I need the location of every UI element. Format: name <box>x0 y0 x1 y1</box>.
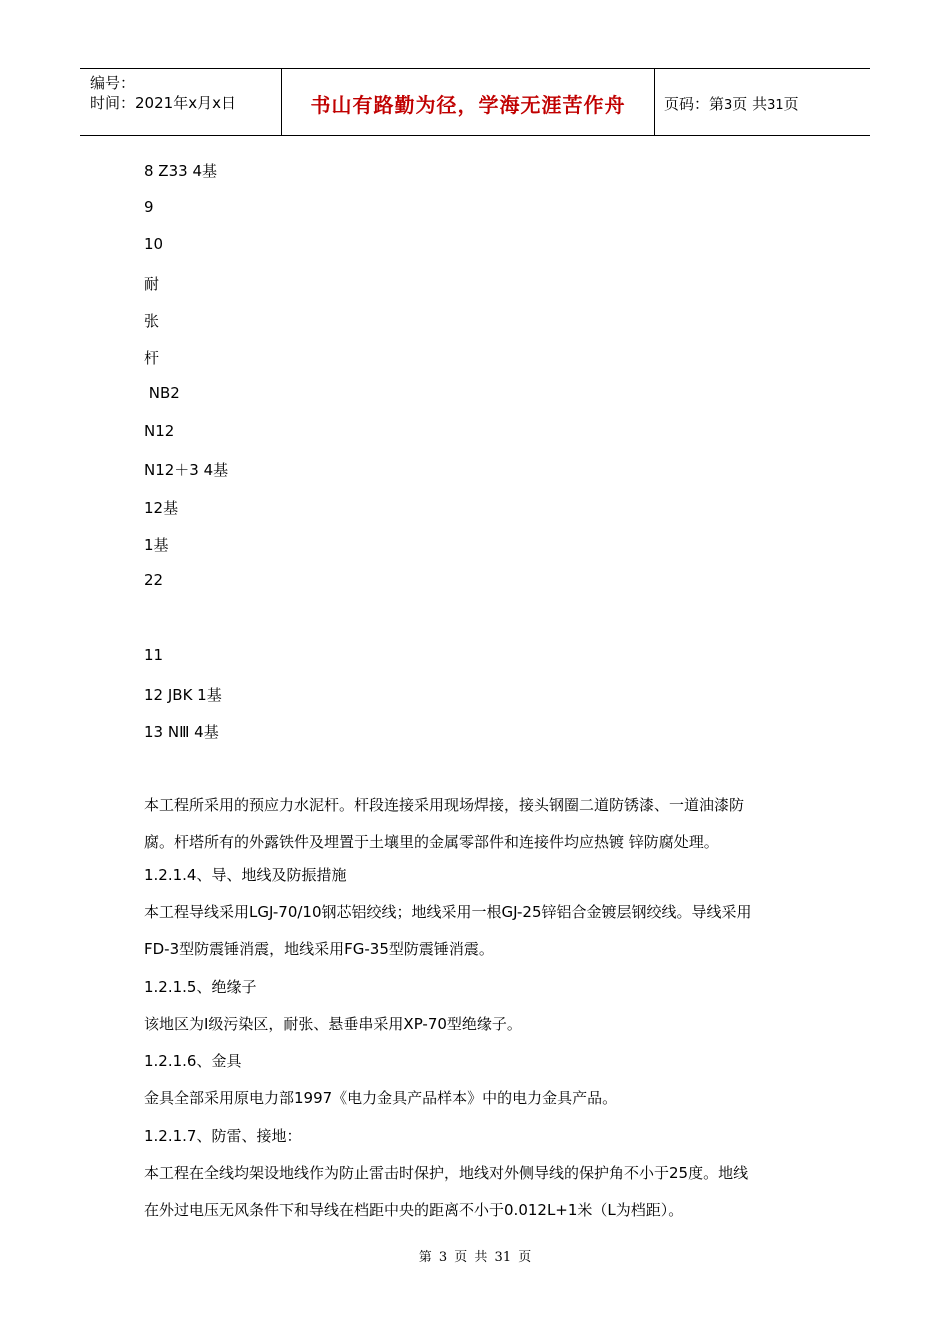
paragraph-line: 该地区为Ⅰ级污染区，耐张、悬垂串采用XP-70型绝缘子。 <box>144 1015 522 1033</box>
list-line: NB2 <box>144 384 180 402</box>
paragraph-line: 在外过电压无风条件下和导线在档距中央的距离不小于0.012L+1米（L为档距）。 <box>144 1201 684 1219</box>
list-line: 1基 <box>144 536 169 554</box>
page-header <box>80 68 870 136</box>
header-motto: 书山有路勤为径，学海无涯苦作舟 <box>310 93 626 117</box>
number-label: 编号： <box>90 74 136 92</box>
section-heading: 1.2.1.6、金具 <box>144 1052 242 1070</box>
time-value: 2021年x月x日 <box>135 94 236 112</box>
page-total: 31 <box>767 98 784 113</box>
list-line: 12 JBK 1基 <box>144 686 222 704</box>
list-line: 12基 <box>144 499 179 517</box>
header-page-info <box>664 93 799 114</box>
paragraph-line: 金具全部采用原电力部1997《电力金具产品样本》中的电力金具产品。 <box>144 1089 618 1107</box>
paragraph-line: FD-3型防震锤消震，地线采用FG-35型防震锤消震。 <box>144 940 494 958</box>
paragraph-line: 本工程在全线均架设地线作为防止雷击时保护，地线对外侧导线的保护角不小于25度。地线 <box>144 1164 749 1182</box>
header-divider <box>654 69 655 135</box>
page-current: 3 <box>724 98 733 113</box>
time-line <box>90 93 236 113</box>
header-meta <box>90 73 236 113</box>
list-line: 耐 <box>144 275 160 293</box>
list-line: 13 NⅢ 4基 <box>144 723 219 741</box>
paragraph-line: 腐。杆塔所有的外露铁件及埋置于土壤里的金属零部件和连接件均应热镀 锌防腐处理。 <box>144 833 719 851</box>
page-end: 页 <box>783 95 799 113</box>
list-line: 杆 <box>144 349 160 367</box>
list-line: 9 <box>144 198 154 216</box>
paragraph-line: 本工程所采用的预应力水泥杆。杆段连接采用现场焊接，接头钢圈二道防锈漆、一道油漆防 <box>144 796 745 814</box>
section-heading: 1.2.1.5、绝缘子 <box>144 978 257 996</box>
list-line: 10 <box>144 235 164 253</box>
list-line: 8 Z33 4基 <box>144 162 217 180</box>
list-line: N12＋3 4基 <box>144 461 229 479</box>
list-line: 22 <box>144 571 164 589</box>
page-mid: 页 共 <box>732 95 768 113</box>
paragraph-line: 本工程导线采用LGJ-70/10钢芯铝绞线；地线采用一根GJ-25锌铝合金镀层钢绞线。导线采用 <box>144 903 752 921</box>
section-heading: 1.2.1.7、防雷、接地： <box>144 1127 302 1145</box>
list-line: N12 <box>144 422 175 440</box>
list-line: 11 <box>144 646 164 664</box>
list-line: 张 <box>144 312 160 330</box>
time-label: 时间： <box>90 94 136 112</box>
section-heading: 1.2.1.4、导、地线及防振措施 <box>144 866 347 884</box>
page-footer: 第 3 页 共 31 页 <box>418 1250 532 1265</box>
page-label: 页码：第 <box>664 95 725 113</box>
